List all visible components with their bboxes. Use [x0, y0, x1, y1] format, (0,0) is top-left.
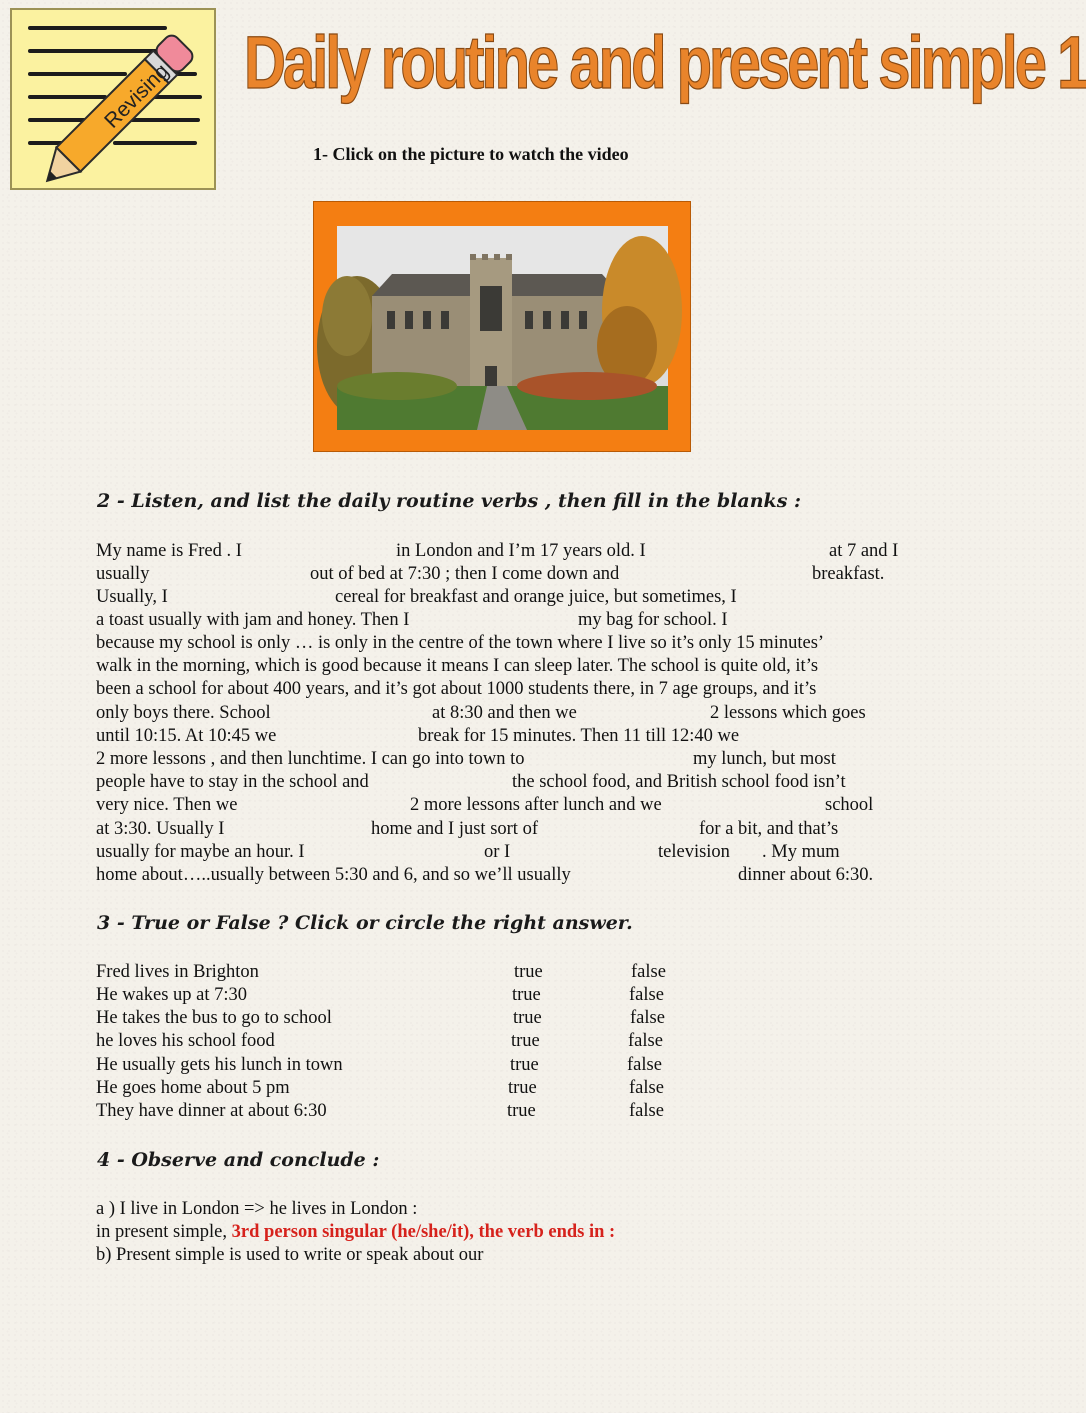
blank-input[interactable]	[618, 865, 734, 887]
blank-input[interactable]	[778, 587, 902, 609]
passage-text: for a bit, and that’s	[699, 819, 839, 839]
passage-text: people have to stay in the school and	[96, 772, 369, 792]
true-option[interactable]: true	[507, 1101, 536, 1121]
blank-input[interactable]	[256, 795, 406, 817]
blank-input[interactable]	[180, 587, 332, 609]
passage-text: breakfast.	[812, 564, 885, 584]
listen-heading: 2 - Listen, and list the daily routine verbs , then fill in the blanks :	[97, 490, 802, 512]
passage-text: Usually, I	[96, 587, 168, 607]
blank-input[interactable]	[746, 610, 900, 632]
passage-text: until 10:15. At 10:45 we	[96, 726, 277, 746]
false-option[interactable]: false	[629, 1101, 664, 1121]
statement-text: They have dinner at about 6:30	[96, 1101, 327, 1121]
statement-text: He usually gets his lunch in town	[96, 1055, 343, 1075]
passage-text: . My mum	[762, 842, 840, 862]
observe-line-b-highlight: 3rd person singular (he/she/it), the verb ends in :	[231, 1222, 616, 1242]
true-option[interactable]: true	[511, 1031, 540, 1051]
false-option[interactable]: false	[627, 1055, 662, 1075]
blank-input[interactable]	[694, 795, 822, 817]
statement-text: Fred lives in Brighton	[96, 962, 259, 982]
blank-input[interactable]	[568, 749, 690, 771]
true-option[interactable]: true	[514, 962, 543, 982]
false-option[interactable]: false	[628, 1031, 663, 1051]
observe-line-b-prefix: in present simple,	[96, 1222, 232, 1242]
true-option[interactable]: true	[510, 1055, 539, 1075]
observe-line-a: a ) I live in London => he lives in London :	[96, 1199, 418, 1219]
passage-text: break for 15 minutes. Then 11 till 12:40 we	[418, 726, 740, 746]
statement-text: He goes home about 5 pm	[96, 1078, 290, 1098]
passage-text: out of bed at 7:30 ; then I come down and	[310, 564, 620, 584]
blank-input[interactable]	[328, 842, 480, 864]
passage-text: 2 more lessons after lunch and we	[410, 795, 662, 815]
blank-input[interactable]	[740, 842, 762, 864]
passage-text: my lunch, but most	[693, 749, 836, 769]
passage-text: home and I just sort of	[371, 819, 538, 839]
false-option[interactable]: false	[631, 962, 666, 982]
blank-input[interactable]	[160, 564, 308, 586]
false-option[interactable]: false	[630, 1008, 665, 1028]
passage-text: school	[825, 795, 874, 815]
passage-text: in London and I’m 17 years old. I	[396, 541, 646, 561]
passage-text: at 8:30 and then we	[432, 703, 577, 723]
statement-text: he loves his school food	[96, 1031, 275, 1051]
true-option[interactable]: true	[508, 1078, 537, 1098]
observe-heading: 4 - Observe and conclude :	[97, 1149, 380, 1171]
false-option[interactable]: false	[629, 1078, 664, 1098]
passage-text: walk in the morning, which is good because it means I can sleep later. The school is quite old, it’s	[96, 656, 819, 676]
video-thumbnail[interactable]	[313, 201, 691, 452]
logo-text: Revising	[100, 59, 174, 133]
true-option[interactable]: true	[512, 985, 541, 1005]
blank-input[interactable]	[558, 819, 696, 841]
blank-input[interactable]	[772, 726, 896, 748]
blank-input[interactable]	[240, 819, 368, 841]
passage-text: or I	[484, 842, 511, 862]
false-option[interactable]: false	[629, 985, 664, 1005]
video-instruction: 1- Click on the picture to watch the video	[313, 144, 629, 164]
passage-text: television	[658, 842, 730, 862]
blank-input[interactable]	[596, 703, 706, 725]
blank-input[interactable]	[292, 703, 428, 725]
passage-text: because my school is only … is only in the centre of the town where I live so it’s only 15 minutes’	[96, 633, 825, 653]
blank-input[interactable]	[447, 610, 575, 632]
passage-text: home about…..usually between 5:30 and 6, and so we’ll usually	[96, 865, 571, 885]
passage-text: usually	[96, 564, 150, 584]
passage-text: only boys there. School	[96, 703, 271, 723]
passage-text: 2 more lessons , and then lunchtime. I can go into town to	[96, 749, 525, 769]
passage-text: dinner about 6:30.	[738, 865, 874, 885]
true-option[interactable]: true	[513, 1008, 542, 1028]
passage-text: cereal for breakfast and orange juice, but sometimes, I	[335, 587, 737, 607]
statement-text: He wakes up at 7:30	[96, 985, 248, 1005]
school-building-image[interactable]	[337, 226, 668, 430]
revising-logo	[10, 8, 216, 190]
passage-text: My name is Fred . I	[96, 541, 242, 561]
passage-text: very nice. Then we	[96, 795, 238, 815]
passage-text: been a school for about 400 years, and it’s got about 1000 students there, in 7 age groups, and it’s	[96, 679, 817, 699]
passage-text: at 7 and I	[829, 541, 899, 561]
blank-input[interactable]	[298, 726, 414, 748]
passage-text: at 3:30. Usually I	[96, 819, 225, 839]
blank-input[interactable]	[397, 772, 509, 794]
passage-text: the school food, and British school food isn’t	[512, 772, 846, 792]
true-false-heading: 3 - True or False ? Click or circle the right answer.	[97, 912, 633, 934]
observe-line-c: b) Present simple is used to write or speak about our	[96, 1245, 484, 1265]
passage-text: a toast usually with jam and honey. Then I	[96, 610, 410, 630]
blank-input[interactable]	[676, 541, 826, 563]
passage-text: 2 lessons which goes	[710, 703, 866, 723]
observe-line-b	[96, 1222, 615, 1243]
blank-input[interactable]	[660, 564, 810, 586]
passage-text: my bag for school. I	[578, 610, 728, 630]
blank-input[interactable]	[262, 541, 394, 563]
passage-text: usually for maybe an hour. I	[96, 842, 305, 862]
page-title: Daily routine and present simple 1	[244, 21, 1086, 105]
statement-text: He takes the bus to go to school	[96, 1008, 332, 1028]
blank-input[interactable]	[518, 842, 654, 864]
